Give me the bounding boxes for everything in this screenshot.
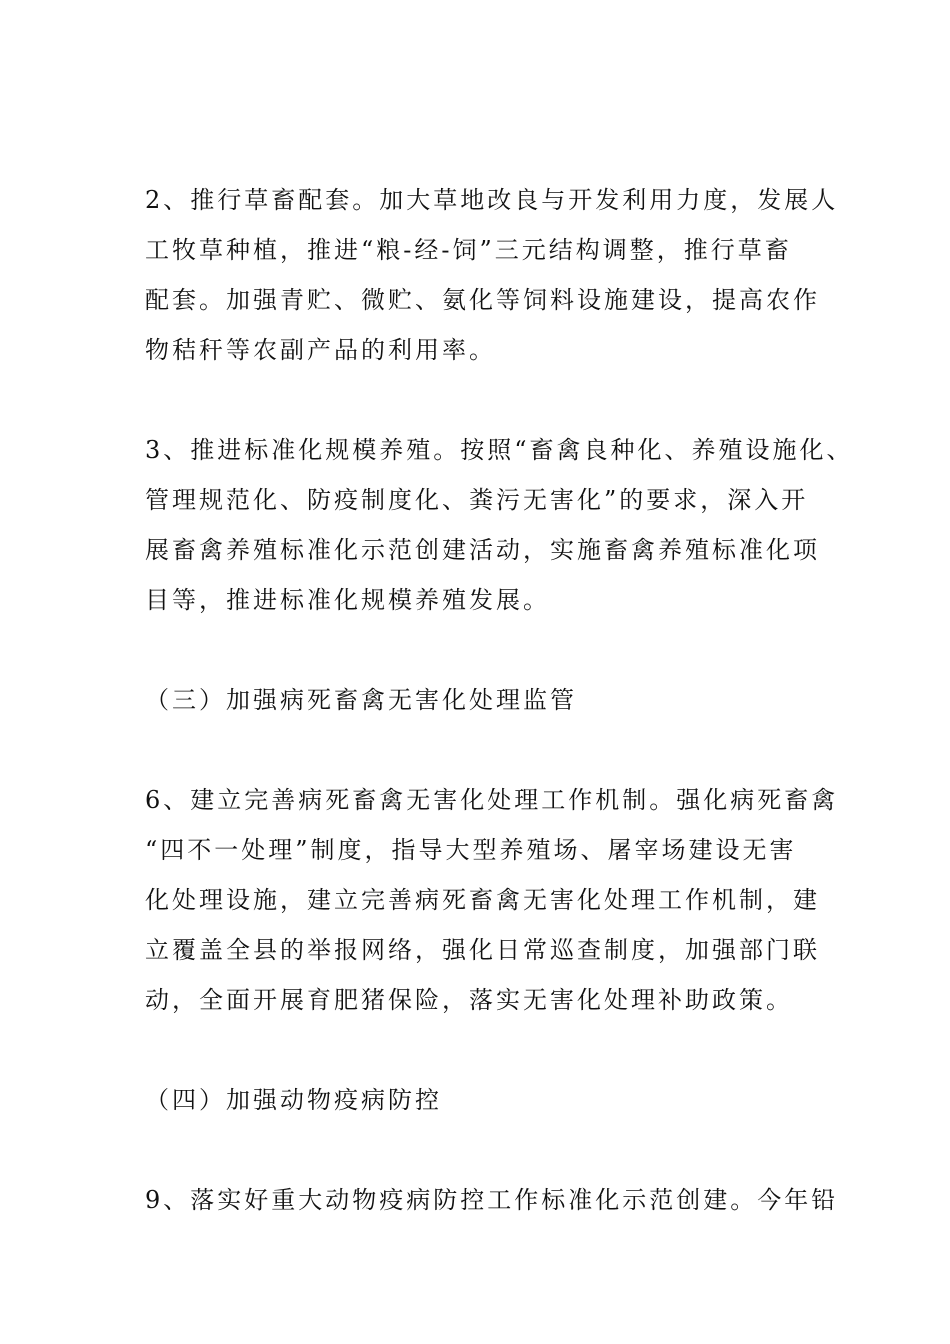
paragraph-line: 立覆盖全县的举报网络，强化日常巡查制度，加强部门联	[145, 936, 820, 964]
paragraph-line: 工牧草种植，推进“粮-经-饲”三元结构调整，推行草畜	[145, 236, 792, 264]
paragraph-line: 3、推进标准化规模养殖。按照“畜禽良种化、养殖设施化、	[145, 436, 854, 464]
section-heading: （三）加强病死畜禽无害化处理监管	[145, 686, 577, 714]
paragraph-line: 目等，推进标准化规模养殖发展。	[145, 586, 550, 614]
paragraph-line: 配套。加强青贮、微贮、氨化等饲料设施建设，提高农作	[145, 286, 820, 314]
paragraph-line: 9、落实好重大动物疫病防控工作标准化示范创建。今年铅	[145, 1186, 839, 1214]
paragraph-line: 展畜禽养殖标准化示范创建活动，实施畜禽养殖标准化项	[145, 536, 820, 564]
paragraph-line: “四不一处理”制度，指导大型养殖场、屠宰场建设无害	[145, 836, 797, 864]
paragraph-line: 2、推行草畜配套。加大草地改良与开发利用力度，发展人	[145, 186, 839, 214]
paragraph-line: 动，全面开展育肥猪保险，落实无害化处理补助政策。	[145, 986, 793, 1014]
paragraph-line: 6、建立完善病死畜禽无害化处理工作机制。强化病死畜禽	[145, 786, 839, 814]
paragraph-line: 物秸秆等农副产品的利用率。	[145, 336, 496, 364]
paragraph-line: 化处理设施，建立完善病死畜禽无害化处理工作机制，建	[145, 886, 820, 914]
paragraph-line: 管理规范化、防疫制度化、粪污无害化”的要求，深入开	[145, 486, 809, 514]
section-heading: （四）加强动物疫病防控	[145, 1086, 442, 1114]
